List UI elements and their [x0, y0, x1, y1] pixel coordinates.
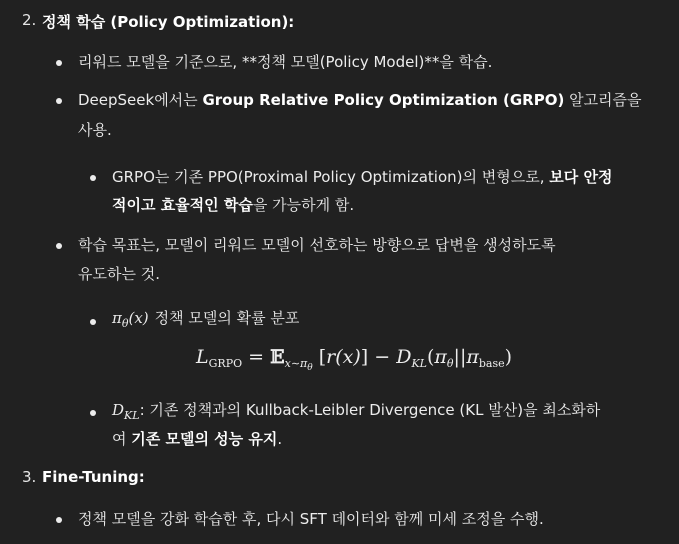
bullet-icon — [90, 319, 96, 325]
grpo-formula: $L_{GRPO}$ = 𝔼$_{x\sim\pi_\theta}$ $[r(x)] - D_{KL}(\pi_\theta||\pi_{base})$ — [196, 346, 513, 373]
list-item: $\pi_\theta(x)$ 정책 모델의 확률 분포 — [112, 309, 300, 330]
bullet-icon — [90, 175, 96, 181]
list-item: $D_{KL}$: 기존 정책과의 Kullback-Leibler Divergence (KL 발산)을 최소화하 — [112, 401, 601, 422]
bullet-icon — [56, 98, 62, 104]
list-item-continuation: 유도하는 것. — [78, 265, 160, 283]
bullet-icon — [90, 410, 96, 416]
pi-theta-math: $\pi_\theta(x)$ — [112, 309, 149, 330]
section-number: 2. — [22, 11, 37, 29]
list-item: 학습 목표는, 모델이 리워드 모델이 선호하는 방향으로 답변을 생성하도록 — [78, 236, 556, 254]
list-item: 리워드 모델을 기준으로, **정책 모델(Policy Model)**을 학습. — [78, 53, 493, 71]
list-item-continuation: 사용. — [78, 121, 112, 139]
bullet-icon — [56, 243, 62, 249]
section-title: Fine-Tuning: — [42, 468, 145, 486]
section-number: 3. — [22, 468, 37, 486]
section-title: 정책 학습 (Policy Optimization): — [42, 13, 295, 31]
bullet-icon — [56, 60, 62, 66]
list-item: 정책 모델을 강화 학습한 후, 다시 SFT 데이터와 함께 미세 조정을 수행. — [78, 510, 544, 528]
bullet-icon — [56, 517, 62, 523]
list-item: GRPO는 기존 PPO(Proximal Policy Optimization)의 변형으로, 보다 안정 — [112, 168, 613, 186]
list-item: DeepSeek에서는 Group Relative Policy Optimization (GRPO) 알고리즘을 — [78, 91, 642, 109]
list-item-continuation: 여 기존 모델의 성능 유지. — [112, 430, 283, 448]
list-item-continuation: 적이고 효율적인 학습을 가능하게 함. — [112, 196, 355, 214]
